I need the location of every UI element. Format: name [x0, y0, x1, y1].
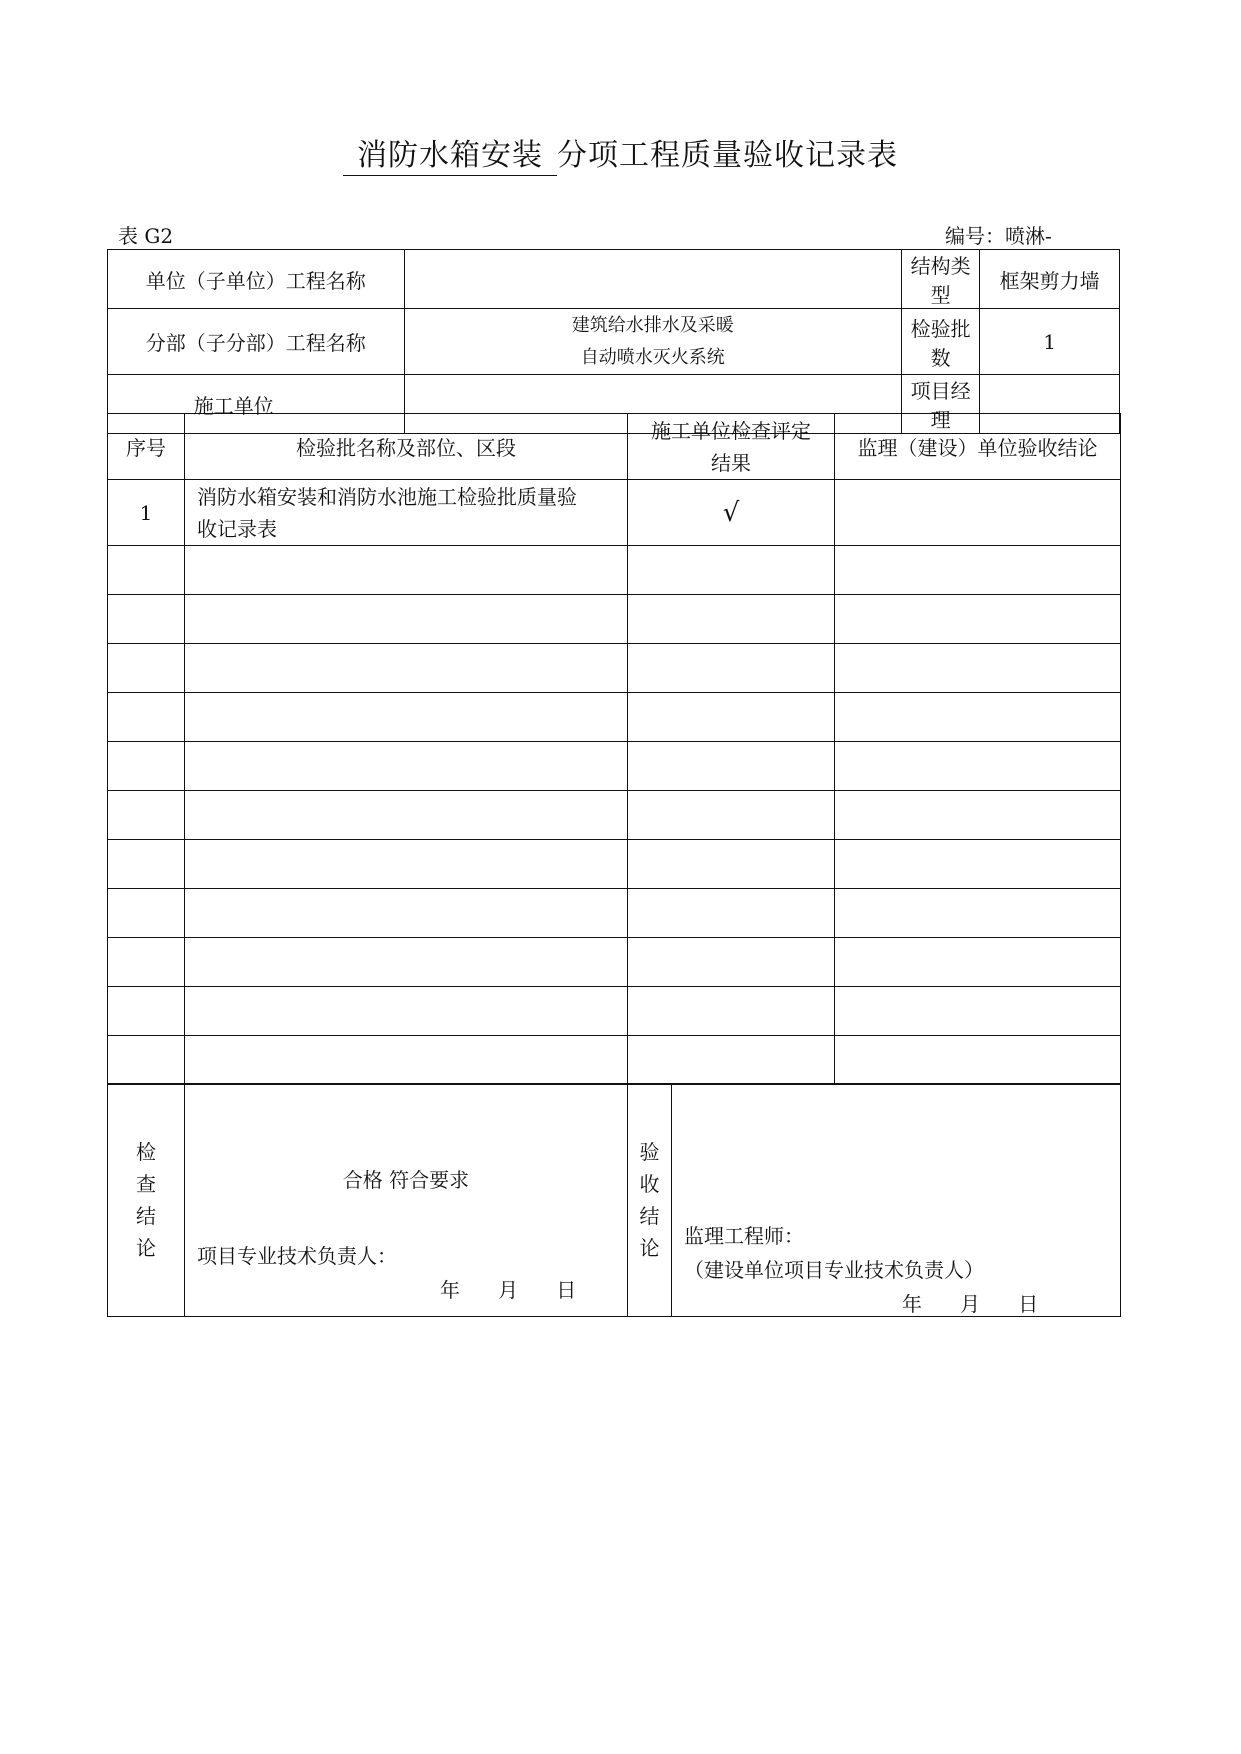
empty-cell[interactable]	[185, 546, 628, 595]
empty-cell[interactable]	[185, 644, 628, 693]
empty-cell[interactable]	[835, 1036, 1121, 1085]
empty-cell[interactable]	[835, 987, 1121, 1036]
empty-cell[interactable]	[835, 644, 1121, 693]
unit-name-label: 单位（子单位）工程名称	[108, 250, 405, 309]
empty-cell[interactable]	[108, 987, 185, 1036]
empty-cell[interactable]	[185, 889, 628, 938]
col-supervisor-result-header: 监理（建设）单位验收结论	[835, 414, 1121, 480]
empty-cell[interactable]	[835, 840, 1121, 889]
unit-name-field[interactable]	[404, 250, 901, 309]
accept-conclusion-cell[interactable]	[672, 1084, 1121, 1317]
empty-cell[interactable]	[628, 889, 835, 938]
sub-name-label: 分部（子分部）工程名称	[108, 309, 405, 375]
empty-cell[interactable]	[185, 791, 628, 840]
empty-cell[interactable]	[835, 938, 1121, 987]
batch-count-value[interactable]: 1	[980, 309, 1120, 375]
table-row	[108, 1036, 1121, 1085]
empty-cell[interactable]	[108, 1036, 185, 1085]
serial-number: 编号：喷淋-	[945, 224, 1052, 248]
table-row	[108, 693, 1121, 742]
accept-char-4: 论	[639, 1236, 660, 1260]
check-char-3: 结	[136, 1204, 156, 1228]
empty-cell[interactable]	[835, 791, 1121, 840]
accept-char-3: 结	[639, 1204, 660, 1228]
row-batch-name[interactable]	[185, 480, 628, 546]
accept-conclusion-label	[628, 1084, 672, 1317]
table-row	[108, 644, 1121, 693]
structure-type-label: 结构类型	[901, 250, 979, 309]
accept-char-2: 收	[639, 1172, 660, 1196]
sub-name-line2: 自动喷水灭火系统	[580, 346, 725, 368]
col-contractor-result-line1: 施工单位检查评定	[651, 418, 811, 443]
empty-cell[interactable]	[835, 595, 1121, 644]
table-row	[108, 546, 1121, 595]
empty-cell[interactable]	[108, 742, 185, 791]
empty-cell[interactable]	[185, 938, 628, 987]
row-batch-line2: 收记录表	[197, 516, 277, 541]
empty-cell[interactable]	[108, 791, 185, 840]
empty-cell[interactable]	[185, 1036, 628, 1085]
col-batch-header: 检验批名称及部位、区段	[185, 414, 628, 480]
empty-cell[interactable]	[185, 693, 628, 742]
row-conclusion[interactable]	[835, 480, 1121, 546]
empty-cell[interactable]	[185, 742, 628, 791]
row-batch-line1: 消防水箱安装和消防水池施工检验批质量验	[197, 484, 577, 509]
empty-cell[interactable]	[835, 546, 1121, 595]
empty-cell[interactable]	[628, 1036, 835, 1085]
conclusion-table	[107, 1083, 1121, 1317]
table-row	[108, 987, 1121, 1036]
owner-representative: （建设单位项目专业技术负责人）	[684, 1258, 984, 1282]
check-date: 年 月 日	[440, 1278, 577, 1302]
supervisor-engineer: 监理工程师：	[684, 1224, 804, 1248]
empty-cell[interactable]	[628, 840, 835, 889]
check-char-1: 检	[136, 1140, 156, 1164]
empty-cell[interactable]	[628, 987, 835, 1036]
empty-cell[interactable]	[835, 693, 1121, 742]
empty-cell[interactable]	[628, 938, 835, 987]
sub-name-line1: 建筑给水排水及采暖	[571, 314, 734, 336]
accept-date: 年 月 日	[902, 1292, 1039, 1316]
empty-cell[interactable]	[628, 546, 835, 595]
empty-cell[interactable]	[628, 742, 835, 791]
empty-cell[interactable]	[628, 693, 835, 742]
table-row	[108, 840, 1121, 889]
batch-table	[107, 413, 1121, 1085]
empty-cell[interactable]	[628, 791, 835, 840]
check-char-4: 论	[136, 1236, 156, 1260]
check-conclusion-label	[108, 1084, 185, 1317]
structure-type-value[interactable]: 框架剪力墙	[980, 250, 1120, 309]
empty-cell[interactable]	[108, 889, 185, 938]
table-row	[108, 938, 1121, 987]
table-row	[108, 889, 1121, 938]
col-contractor-result-line2: 结果	[711, 450, 751, 475]
table-code: 表 G2	[118, 224, 174, 248]
check-conclusion-cell[interactable]	[185, 1084, 628, 1317]
check-signer: 项目专业技术负责人：	[197, 1244, 397, 1268]
empty-cell[interactable]	[628, 644, 835, 693]
table-row	[108, 480, 1121, 546]
empty-cell[interactable]	[108, 546, 185, 595]
table-row	[108, 742, 1121, 791]
page-title	[0, 130, 1241, 174]
empty-cell[interactable]	[108, 693, 185, 742]
pm-label: 项目经理	[901, 375, 979, 434]
accept-char-1: 验	[639, 1140, 660, 1164]
col-contractor-result-header	[628, 414, 835, 480]
empty-cell[interactable]	[835, 742, 1121, 791]
empty-cell[interactable]	[108, 938, 185, 987]
contractor-label-text: 施工单位	[193, 393, 274, 418]
empty-cell[interactable]	[185, 840, 628, 889]
row-seq: 1	[108, 480, 185, 546]
title-suffix: 分项工程质量验收记录表	[557, 138, 898, 173]
title-fill: 消防水箱安装	[343, 138, 557, 176]
sub-name-value[interactable]	[404, 309, 901, 375]
empty-cell[interactable]	[835, 889, 1121, 938]
row-result-check[interactable]: √	[628, 480, 835, 546]
batch-count-label: 检验批数	[901, 309, 979, 375]
table-row	[108, 791, 1121, 840]
empty-cell[interactable]	[185, 595, 628, 644]
check-result: 合格 符合要求	[342, 1168, 470, 1192]
empty-cell[interactable]	[108, 644, 185, 693]
empty-cell[interactable]	[108, 840, 185, 889]
info-table	[107, 249, 1120, 434]
col-seq-header: 序号	[108, 414, 185, 480]
empty-cell[interactable]	[185, 987, 628, 1036]
empty-cell[interactable]	[108, 595, 185, 644]
table-row	[108, 595, 1121, 644]
check-char-2: 查	[136, 1172, 156, 1196]
empty-cell[interactable]	[628, 595, 835, 644]
